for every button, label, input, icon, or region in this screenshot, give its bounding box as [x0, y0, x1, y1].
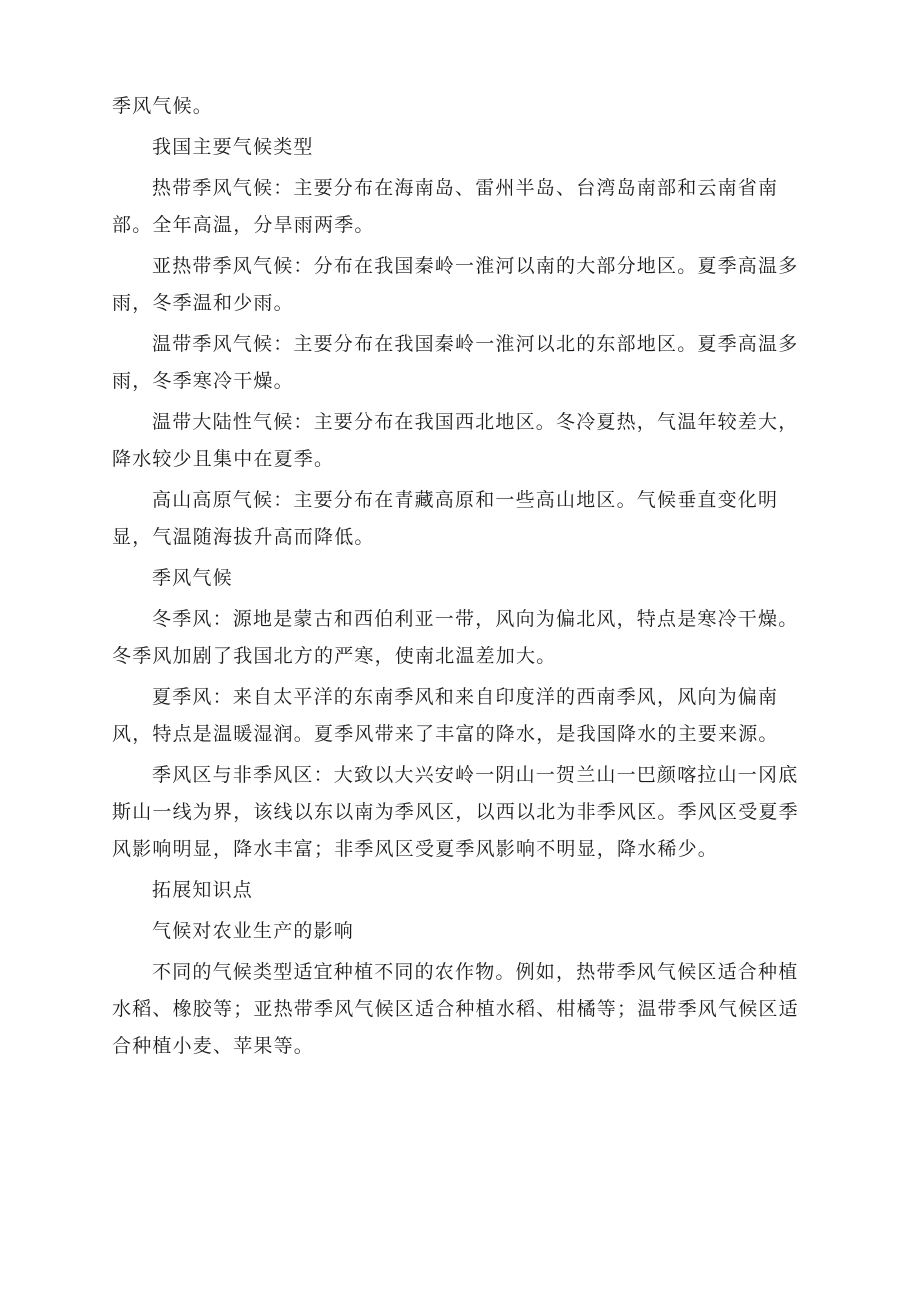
- paragraph-summer-monsoon: 夏季风：来自太平洋的东南季风和来自印度洋的西南季风，风向为偏南风，特点是温暖湿润。夏季风带来了丰富的降水，是我国降水的主要来源。: [112, 686, 779, 745]
- paragraph-tropical-monsoon: 热带季风气候：主要分布在海南岛、雷州半岛、台湾岛南部和云南省南部。全年高温，分旱雨两季。: [112, 177, 779, 236]
- section-heading-extended-knowledge: 拓展知识点: [152, 879, 254, 901]
- section-heading-monsoon: 季风气候: [152, 567, 233, 589]
- paragraph-subtropical-monsoon: 亚热带季风气候：分布在我国秦岭一淮河以南的大部分地区。夏季高温多雨，冬季温和少雨。: [112, 255, 799, 314]
- paragraph-highland-climate: 高山高原气候：主要分布在青藏高原和一些高山地区。气候垂直变化明显，气温随海拔升高而降低。: [112, 489, 779, 548]
- paragraph-monsoon-regions: 季风区与非季风区：大致以大兴安岭一阴山一贺兰山一巴颜喀拉山一冈底斯山一线为界，该线以东以南为季风区，以西以北为非季风区。季风区受夏季风影响明显，降水丰富；非季风区受夏季风影响不明显，降水稀少。: [112, 764, 799, 860]
- document-body: [112, 88, 812, 1065]
- paragraph-continuation: 季风气候。: [112, 95, 214, 117]
- paragraph-winter-monsoon: 冬季风：源地是蒙古和西伯利亚一带，风向为偏北风，特点是寒冷干燥。冬季风加剧了我国北方的严寒，使南北温差加大。: [112, 608, 799, 667]
- section-heading-climate-types: 我国主要气候类型: [152, 136, 314, 158]
- paragraph-temperate-continental: 温带大陆性气候：主要分布在我国西北地区。冬冷夏热，气温年较差大，降水较少且集中在夏季。: [112, 411, 799, 470]
- paragraph-agriculture-crops: 不同的气候类型适宜种植不同的农作物。例如，热带季风气候区适合种植水稻、橡胶等；亚热带季风气候区适合种植水稻、柑橘等；温带季风气候区适合种植小麦、苹果等。: [112, 961, 799, 1057]
- paragraph-temperate-monsoon: 温带季风气候：主要分布在我国秦岭一淮河以北的东部地区。夏季高温多雨，冬季寒冷干燥。: [112, 333, 799, 392]
- section-heading-agriculture: 气候对农业生产的影响: [152, 920, 355, 942]
